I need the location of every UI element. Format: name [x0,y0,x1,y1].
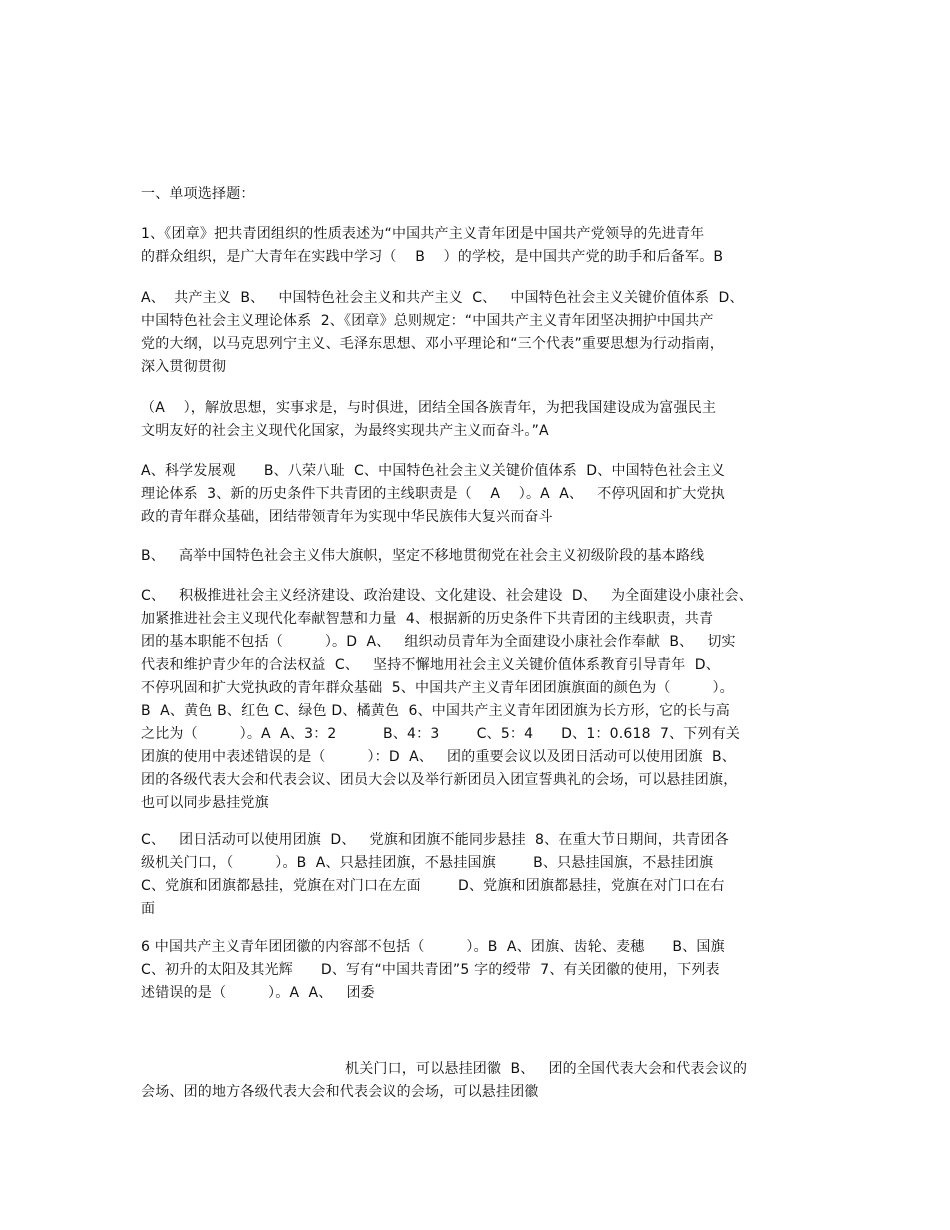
text-line: 6 中国共产主义青年团团徽的内容部不包括（ ）。B A、团旗、齿轮、麦穗 B、国旗 [141,939,725,955]
section-heading: 一、单项选择题： [141,186,255,202]
text-line: 代表和维护青少年的合法权益 C、 坚持不懈地用社会主义关键价值体系教育引导青年 D、 [141,657,720,673]
text-line: 加紧推进社会主义现代化奉献智慧和力量 4、根据新的历史条件下共青团的主线职责，共青 [141,611,714,627]
text-line: 中国特色社会主义理论体系 2、《团章》总则规定：“中国共产主义青年团坚决拥护中国共产 [141,313,714,329]
text-line: 之比为（ ）。A A、3：2 B、4：3 C、5：4 D、1：0.618 7、下列有关 [141,726,741,742]
text-line: B、 高举中国特色社会主义伟大旗帜，坚定不移地贯彻党在社会主义初级阶段的基本路线 [141,548,705,564]
text-line: C、 积极推进社会主义经济建设、政治建设、文化建设、社会建设 D、 为全面建设小康社会、 [141,588,753,604]
text-line: 的群众组织，是广大青年在实践中学习（ B ）的学校，是中国共产党的助手和后备军。B [141,249,724,265]
text-line: A、 共产主义 B、 中国特色社会主义和共产主义 C、 中国特色社会主义关键价值体系 D、 [141,290,744,306]
text-line: C、初升的太阳及其光辉 D、写有“中国共青团”5 字的绶带 7、有关团徽的使用，下列表 [141,962,720,978]
text-line: 团旗的使用中表述错误的是（ ）：D A、 团的重要会议以及团日活动可以使用团旗 B、 [141,749,736,765]
text-line: 级机关门口，（ ）。B A、只悬挂团旗，不悬挂国旗 B、只悬挂国旗，不悬挂团旗 [141,855,714,871]
text-line: 文明友好的社会主义现代化国家，为最终实现共产主义而奋斗。”A [141,423,549,439]
text-line: B A、黄色 B、红色 C、绿色 D、橘黄色 6、中国共产主义青年团团旗为长方形，它的长与高 [141,703,730,719]
text-line: A、科学发展观 B、八荣八耻 C、中国特色社会主义关键价值体系 D、中国特色社会主义 [141,463,726,479]
text-line: C、 团日活动可以使用团旗 D、 党旗和团旗不能同步悬挂 8、在重大节日期间，共青团各 [141,832,729,848]
text-line: 1、《团章》把共青团组织的性质表述为“中国共产主义青年团是中国共产党领导的先进青年 [141,226,705,242]
text-line: 述错误的是（ ）。A A、 团委 [141,985,375,1001]
text-line: 政的青年群众基础，团结带领青年为实现中华民族伟大复兴而奋斗 [141,509,553,525]
text-line: 理论体系 3、新的历史条件下共青团的主线职责是（ A ）。A A、 不停巩固和扩大党执 [141,486,725,502]
text-line: 团的基本职能不包括（ ）。D A、 组织动员青年为全面建设小康社会作奉献 B、 切实 [141,634,736,650]
text-line: 深入贯彻贯彻 [141,359,227,375]
text-line: 面 [141,901,156,917]
text-line: C、党旗和团旗都悬挂，党旗在对门口在左面 D、党旗和团旗都悬挂，党旗在对门口在右 [141,878,725,894]
text-line: 机关门口，可以悬挂团徽 B、 团的全国代表大会和代表会议的 [345,1061,748,1077]
text-line: 会场、团的地方各级代表大会和代表会议的会场，可以悬挂团徽 [141,1084,539,1100]
text-line: （A ），解放思想，实事求是，与时俱进，团结全国各族青年，为把我国建设成为富强民主 [141,400,717,416]
text-line: 党的大纲，以马克思列宁主义、毛泽东思想、邓小平理论和“三个代表”重要思想为行动指南， [141,336,724,352]
text-line: 团的各级代表大会和代表会议、团员大会以及举行新团员入团宣誓典礼的会场，可以悬挂团旗， [141,772,738,788]
text-line: 不停巩固和扩大党执政的青年群众基础 5、中国共产主义青年团团旗旗面的颜色为（ ）。 [141,680,734,696]
text-line: 也可以同步悬挂党旗 [141,795,269,811]
